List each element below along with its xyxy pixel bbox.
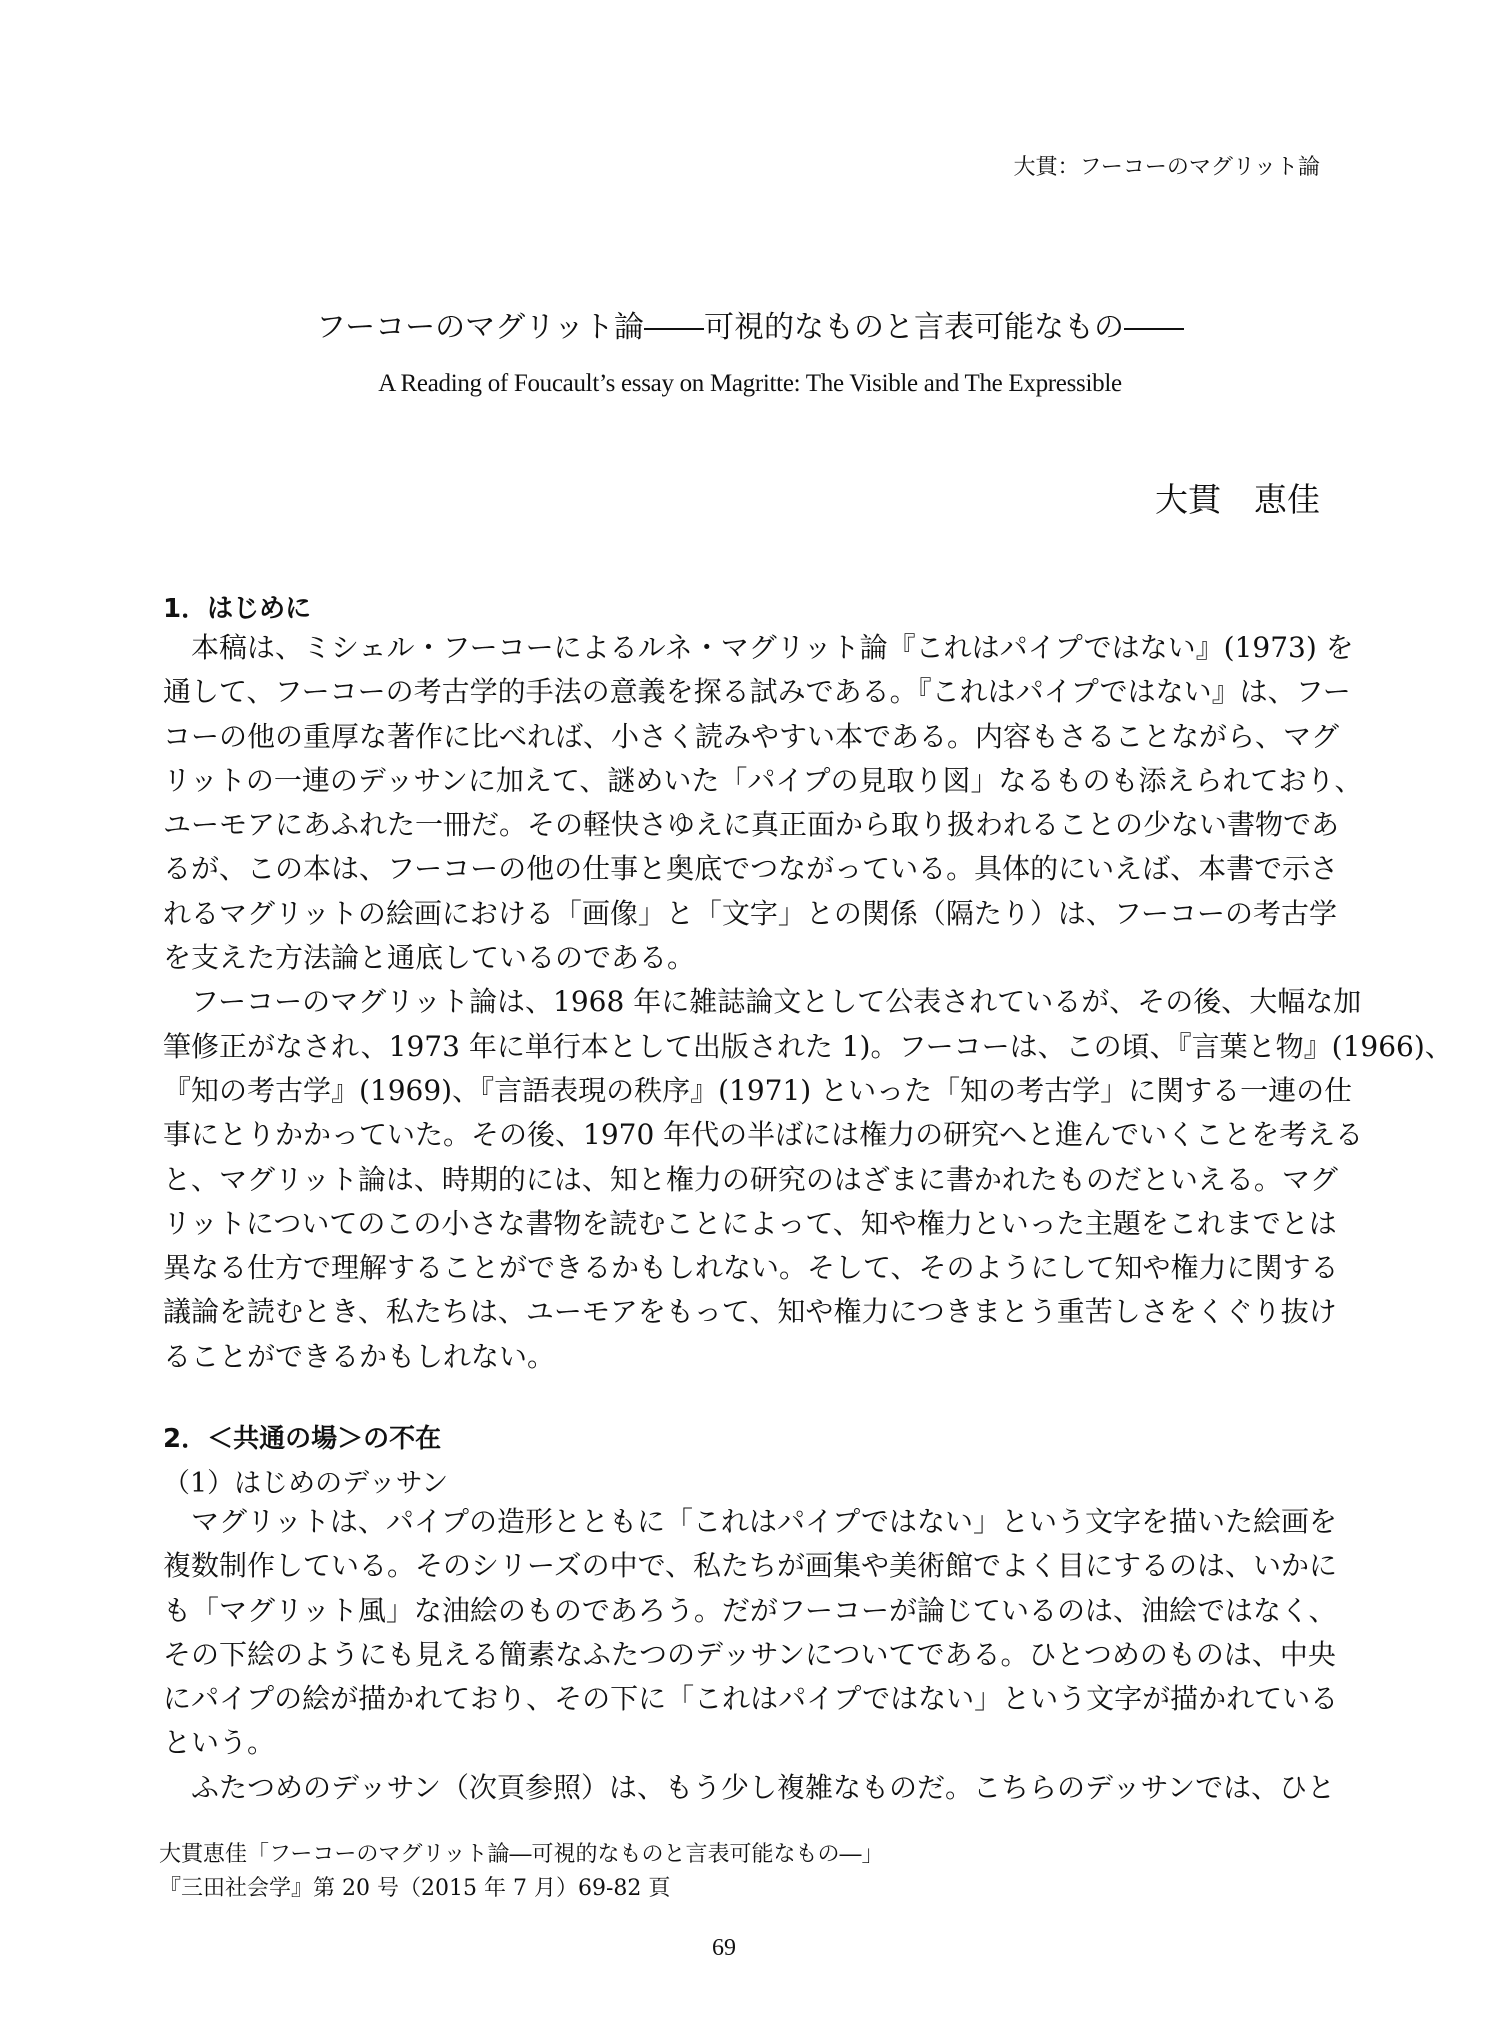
- text-line: 議論を読むとき、私たちは、ユーモアをもって、知や権力につきまとう重苦しさをくぐり抜け: [163, 1295, 1337, 1329]
- text-line: 異なる仕方で理解することができるかもしれない。そして、そのようにして知や権力に関する: [163, 1251, 1339, 1285]
- paragraph: [163, 980, 1453, 1379]
- text-line: ふたつめのデッサン（次頁参照）は、もう少し複雑なものだ。こちらのデッサンでは、ひと: [163, 1770, 1336, 1804]
- text-line: 複数制作している。そのシリーズの中で、私たちが画集や美術館でよく目にするのは、いかに: [163, 1549, 1338, 1583]
- running-head: 大貫：フーコーのマグリット論: [1013, 155, 1320, 180]
- paragraph: [163, 1500, 1339, 1766]
- text-line: コーの他の重厚な著作に比べれば、小さく読みやすい本である。内容もさることながら、マグ: [163, 719, 1340, 753]
- text-line: ることができるかもしれない。: [163, 1339, 556, 1373]
- citation-line-1: 大貫恵佳「フーコーのマグリット論―可視的なものと言表可能なもの―」: [159, 1842, 884, 1867]
- text-line: と、マグリット論は、時期的には、知と権力の研究のはざまに書かれたものだといえる。マグ: [163, 1162, 1338, 1196]
- text-line: リットの一連のデッサンに加えて、謎めいた「パイプの見取り図」なるものも添えられており、: [163, 763, 1363, 797]
- text-line: 事にとりかかっていた。その後、1970 年代の半ばには権力の研究へと進んでいくことを考える: [163, 1118, 1364, 1152]
- text-line: ユーモアにあふれた一冊だ。その軽快さゆえに真正面から取り扱われることの少ない書物であ: [163, 808, 1340, 842]
- text-line: 本稿は、ミシェル・フーコーによるルネ・マグリット論『これはパイプではない』(1973) を: [163, 631, 1354, 664]
- text-line: るが、この本は、フーコーの他の仕事と奥底でつながっている。具体的にいえば、本書で示さ: [163, 852, 1339, 886]
- citation-line-2: 『三田社会学』第 20 号（2015 年 7 月）69-82 頁: [159, 1876, 671, 1901]
- text-line: れるマグリットの絵画における「画像」と「文字」との関係（隔たり）は、フーコーの考古学: [163, 896, 1338, 930]
- text-line: という。: [163, 1726, 276, 1760]
- section-2-subheading: （1）はじめのデッサン: [163, 1468, 449, 1499]
- text-line: を支えた方法論と通底しているのである。: [163, 941, 696, 975]
- text-line: 筆修正がなされ、1973 年に単行本として出版された 1)。フーコーは、この頃、『言葉と物』(1966)、: [163, 1029, 1453, 1063]
- text-line: 通して、フーコーの考古学的手法の意義を探る試みである。『これはパイプではない』は、フー: [163, 675, 1351, 709]
- citation-note: [159, 1838, 883, 1906]
- section-1-heading: 1．はじめに: [163, 594, 312, 624]
- section-1-body: [163, 626, 1453, 1379]
- paper-subtitle-english: A Reading of Foucault’s essay on Magritte: The Visible and The Expressible: [378, 370, 1122, 397]
- paragraph: [163, 626, 1363, 980]
- text-line: も「マグリット風」な油絵のものであろう。だがフーコーが論じているのは、油絵ではなく、: [163, 1593, 1337, 1627]
- paper-title: フーコーのマグリット論――可視的なものと言表可能なもの――: [316, 310, 1184, 345]
- section-2-body: [163, 1500, 1339, 1810]
- author-name: 大貫 恵佳: [1155, 480, 1320, 519]
- paragraph: [163, 1766, 1336, 1810]
- text-line: マグリットは、パイプの造形とともに「これはパイプではない」という文字を描いた絵画を: [163, 1505, 1338, 1538]
- text-line: リットについてのこの小さな書物を読むことによって、知や権力といった主題をこれまでとは: [163, 1206, 1337, 1240]
- section-2-heading: 2．＜共通の場＞の不在: [163, 1424, 442, 1454]
- page-number: 69: [712, 1935, 736, 1961]
- text-line: フーコーのマグリット論は、1968 年に雑誌論文として公表されているが、その後、大幅な加: [163, 985, 1362, 1019]
- text-line: にパイプの絵が描かれており、その下に「これはパイプではない」という文字が描かれている: [163, 1682, 1339, 1716]
- text-line: その下絵のようにも見える簡素なふたつのデッサンについてである。ひとつめのものは、中央: [163, 1637, 1336, 1671]
- text-line: 『知の考古学』(1969)、『言語表現の秩序』(1971) といった「知の考古学」に関する一連の仕: [163, 1073, 1353, 1107]
